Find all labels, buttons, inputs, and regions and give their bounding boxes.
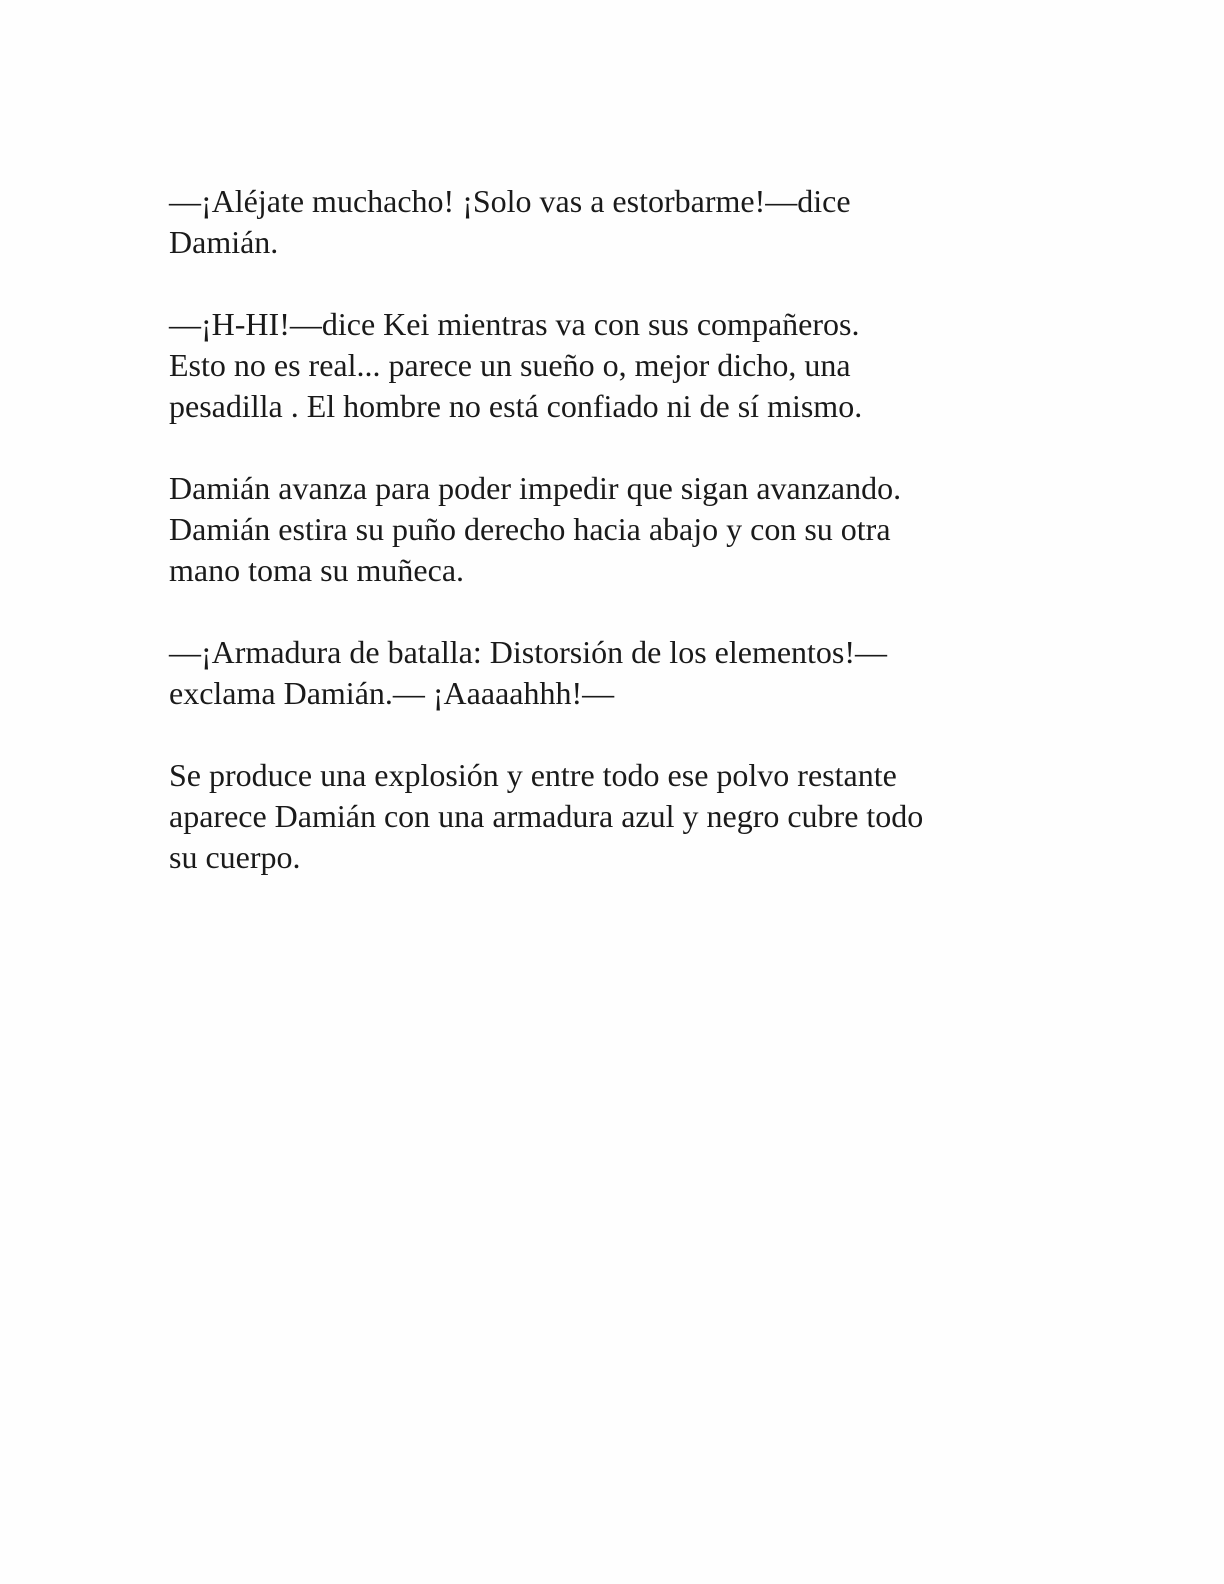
text-line: pesadilla . El hombre no está confiado ni de sí mismo. <box>169 388 863 424</box>
text-line: Damián. <box>169 224 279 260</box>
text-line: exclama Damián.— ¡Aaaaahhh!— <box>169 675 615 711</box>
paragraph <box>169 181 1049 263</box>
text-line: —¡Aléjate muchacho! ¡Solo vas a estorbarme!—dice <box>169 183 851 219</box>
text-line: —¡Armadura de batalla: Distorsión de los elementos!— <box>169 634 888 670</box>
paragraph <box>169 468 1049 591</box>
text-line: aparece Damián con una armadura azul y negro cubre todo <box>169 798 924 834</box>
text-line: Se produce una explosión y entre todo ese polvo restante <box>169 757 897 793</box>
text-line: Damián avanza para poder impedir que sigan avanzando. <box>169 470 902 506</box>
text-line: mano toma su muñeca. <box>169 552 465 588</box>
text-line: Damián estira su puño derecho hacia abajo y con su otra <box>169 511 891 547</box>
text-line: —¡H-HI!—dice Kei mientras va con sus compañeros. <box>169 306 860 342</box>
text-line: Esto no es real... parece un sueño o, mejor dicho, una <box>169 347 851 383</box>
paragraph <box>169 632 1049 714</box>
text-line: su cuerpo. <box>169 839 301 875</box>
paragraph <box>169 755 1049 878</box>
paragraph <box>169 304 1049 427</box>
document-body <box>169 181 1049 919</box>
